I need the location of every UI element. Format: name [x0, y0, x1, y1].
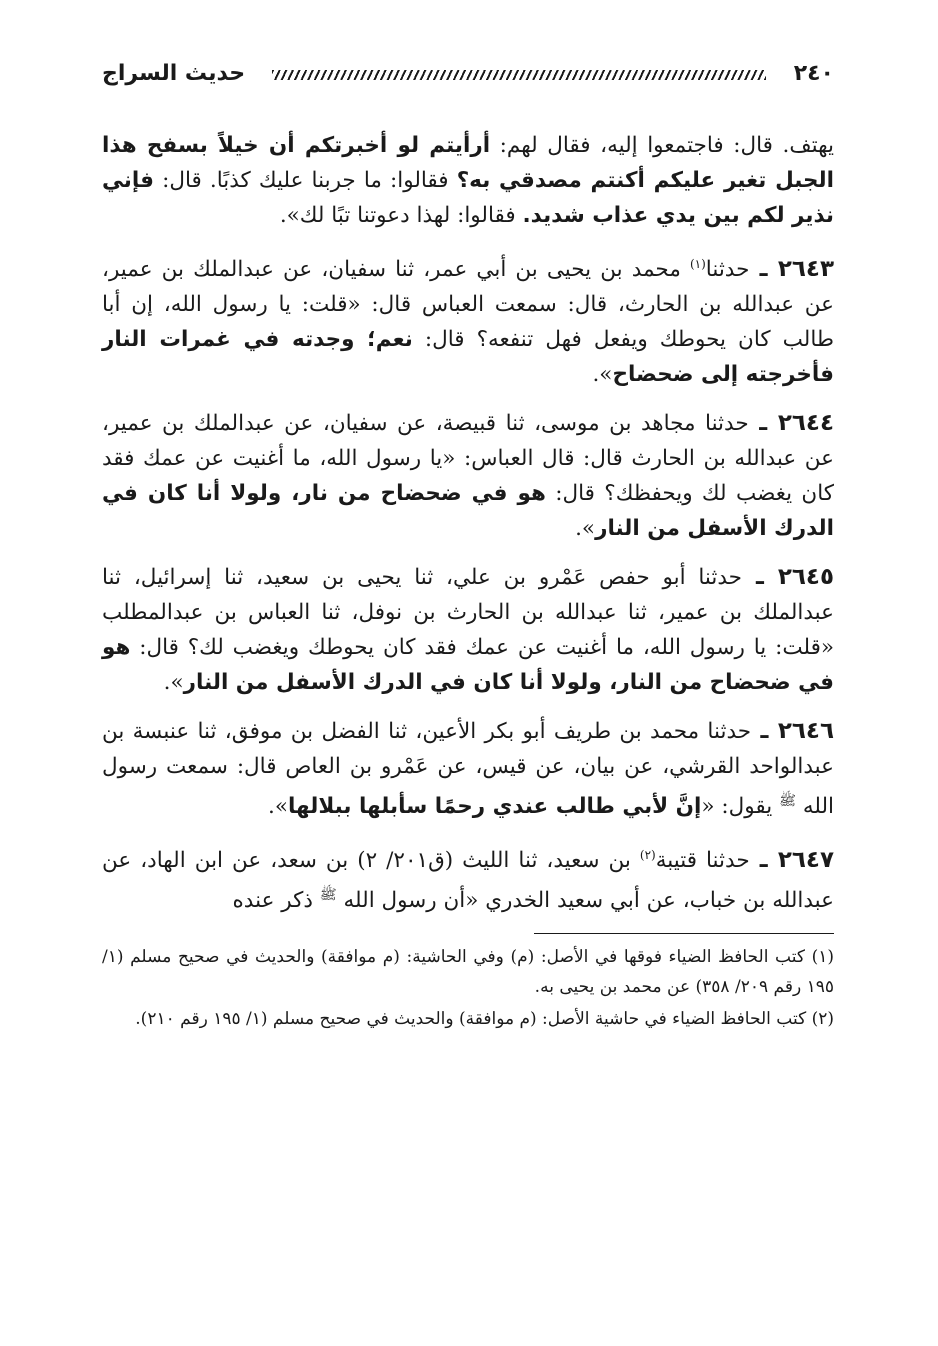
isnad-text: حدثنا أبو حفص عَمْرو بن علي، ثنا يحيى بن سعيد، ثنا إسرائيل، ثنا عبدالملك بن عمير، ثنا عبدالله بن الحارث بن نوفل، ثنا العباس بن عبدالمطلب «قلت: يا رسول الله، ما أغنيت عن عمك فقد كان يحوطك ويغضب لك؟ قال:	[102, 565, 834, 661]
book-page	[102, 60, 834, 1036]
isnad-text: محمد بن يحيى بن أبي عمر، ثنا سفيان، عن عبدالملك بن عمير، عن عبدالله بن الحارث، قال: سمعت العباس قال: «قلت: يا رسول الله، إن أبا طالب كان يحوطك ويفعل فهل تنفعه؟ قال:	[102, 257, 834, 353]
isnad-text: بن سعيد، ثنا الليث (ق٢٠١/ ٢) بن سعد، عن ابن الهاد، عن عبدالله بن خباب، عن أبي سعيد الخدري «أن رسول الله	[102, 848, 834, 914]
bold-matn-text: هو في ضحضاح من نار، ولولا أنا كان في الدرك الأسفل من النار	[102, 481, 834, 542]
hadith-paragraph	[102, 128, 834, 233]
isnad-text: ».	[267, 794, 288, 820]
isnad-text: ».	[592, 362, 613, 388]
hadith-number: ٢٦٤٣ ـ	[749, 256, 834, 283]
hadith-number: ٢٦٤٦ ـ	[751, 718, 834, 745]
bold-matn-text: فإني نذير لكم بين يدي عذاب شديد.	[102, 168, 834, 228]
hadith-paragraph	[102, 406, 834, 546]
header-ornament-rule	[272, 70, 766, 80]
isnad-text: يهتف. قال: فاجتمعوا إليه، فقال لهم:	[490, 133, 834, 158]
bold-matn-text: إنَّ لأبي طالب عندي رحمًا سأبلها ببلالها	[287, 794, 702, 820]
footnote-marker: (٢)	[639, 848, 656, 863]
hadith-paragraph	[102, 714, 834, 824]
salla-ligature: ﷺ	[779, 793, 796, 810]
bold-matn-text: هو في ضحضاح من النار، ولولا أنا كان في الدرك الأسفل من النار	[102, 635, 834, 696]
isnad-text: ».	[163, 670, 184, 696]
isnad-text: حدثنا قتيبة	[655, 848, 750, 874]
page-number: ٢٤٠	[793, 61, 834, 86]
footnote: (١) كتب الحافظ الضياء فوقها في الأصل: (م) وفي الحاشية: (م موافقة) والحديث في صحيح مسلم (١/ ١٩٥ رقم ٢٠٩/ ٣٥٨) عن محمد بن يحيى به.	[102, 946, 834, 997]
isnad-text: ».	[575, 516, 596, 542]
main-text	[102, 128, 834, 919]
hadith-number: ٢٦٤٤ ـ	[748, 410, 834, 437]
hadith-number: ٢٦٤٧ ـ	[749, 847, 834, 874]
page-header	[102, 60, 834, 100]
footnote-marker: (١)	[689, 257, 706, 271]
isnad-text: فقالوا: ما جربنا عليك كذبًا. قال:	[153, 168, 457, 193]
footnotes-section	[102, 942, 834, 1034]
salla-ligature: ﷺ	[319, 887, 337, 904]
hadith-paragraph	[102, 247, 834, 392]
hadith-number: ٢٦٤٥ ـ	[741, 564, 834, 591]
bold-matn-text: نعم؛ وجدته في غمرات النار فأخرجته إلى ضحضاح	[102, 327, 834, 388]
footnote: (٢) كتب الحافظ الضياء في حاشية الأصل: (م موافقة) والحديث في صحيح مسلم (١/ ١٩٥ رقم ٢١٠).	[135, 1008, 834, 1029]
bold-matn-text: أرأيتم لو أخبرتكم أن خيلاً بسفح هذا الجبل تغير عليكم أكنتم مصدقي به؟	[102, 133, 834, 193]
isnad-text: حدثنا مجاهد بن موسى، ثنا قبيصة، عن سفيان، عن عبدالملك بن عمير، عن عبدالله بن الحارث قال: قال العباس: «يا رسول الله، ما أغنيت عن عمك فقد كان يغضب لك ويحفظك؟ قال:	[102, 411, 835, 507]
running-title: حديث السراج	[102, 61, 246, 86]
footnote-separator	[534, 933, 834, 934]
isnad-text: فقالوا: لهذا دعوتنا تبًا لك».	[279, 203, 523, 228]
isnad-text: حدثنا محمد بن طريف أبو بكر الأعين، ثنا الفضل بن موفق، ثنا عنبسة بن عبدالواحد القرشي، عن بيان، عن قيس، عن عَمْرو بن العاص قال: سمعت رسول الله	[102, 719, 834, 820]
hadith-paragraph	[102, 838, 834, 918]
hadith-paragraph	[102, 560, 834, 700]
isnad-text: يقول: «	[701, 794, 780, 820]
isnad-text: حدثنا	[705, 257, 750, 283]
isnad-text: ذكر عنده	[232, 888, 320, 914]
